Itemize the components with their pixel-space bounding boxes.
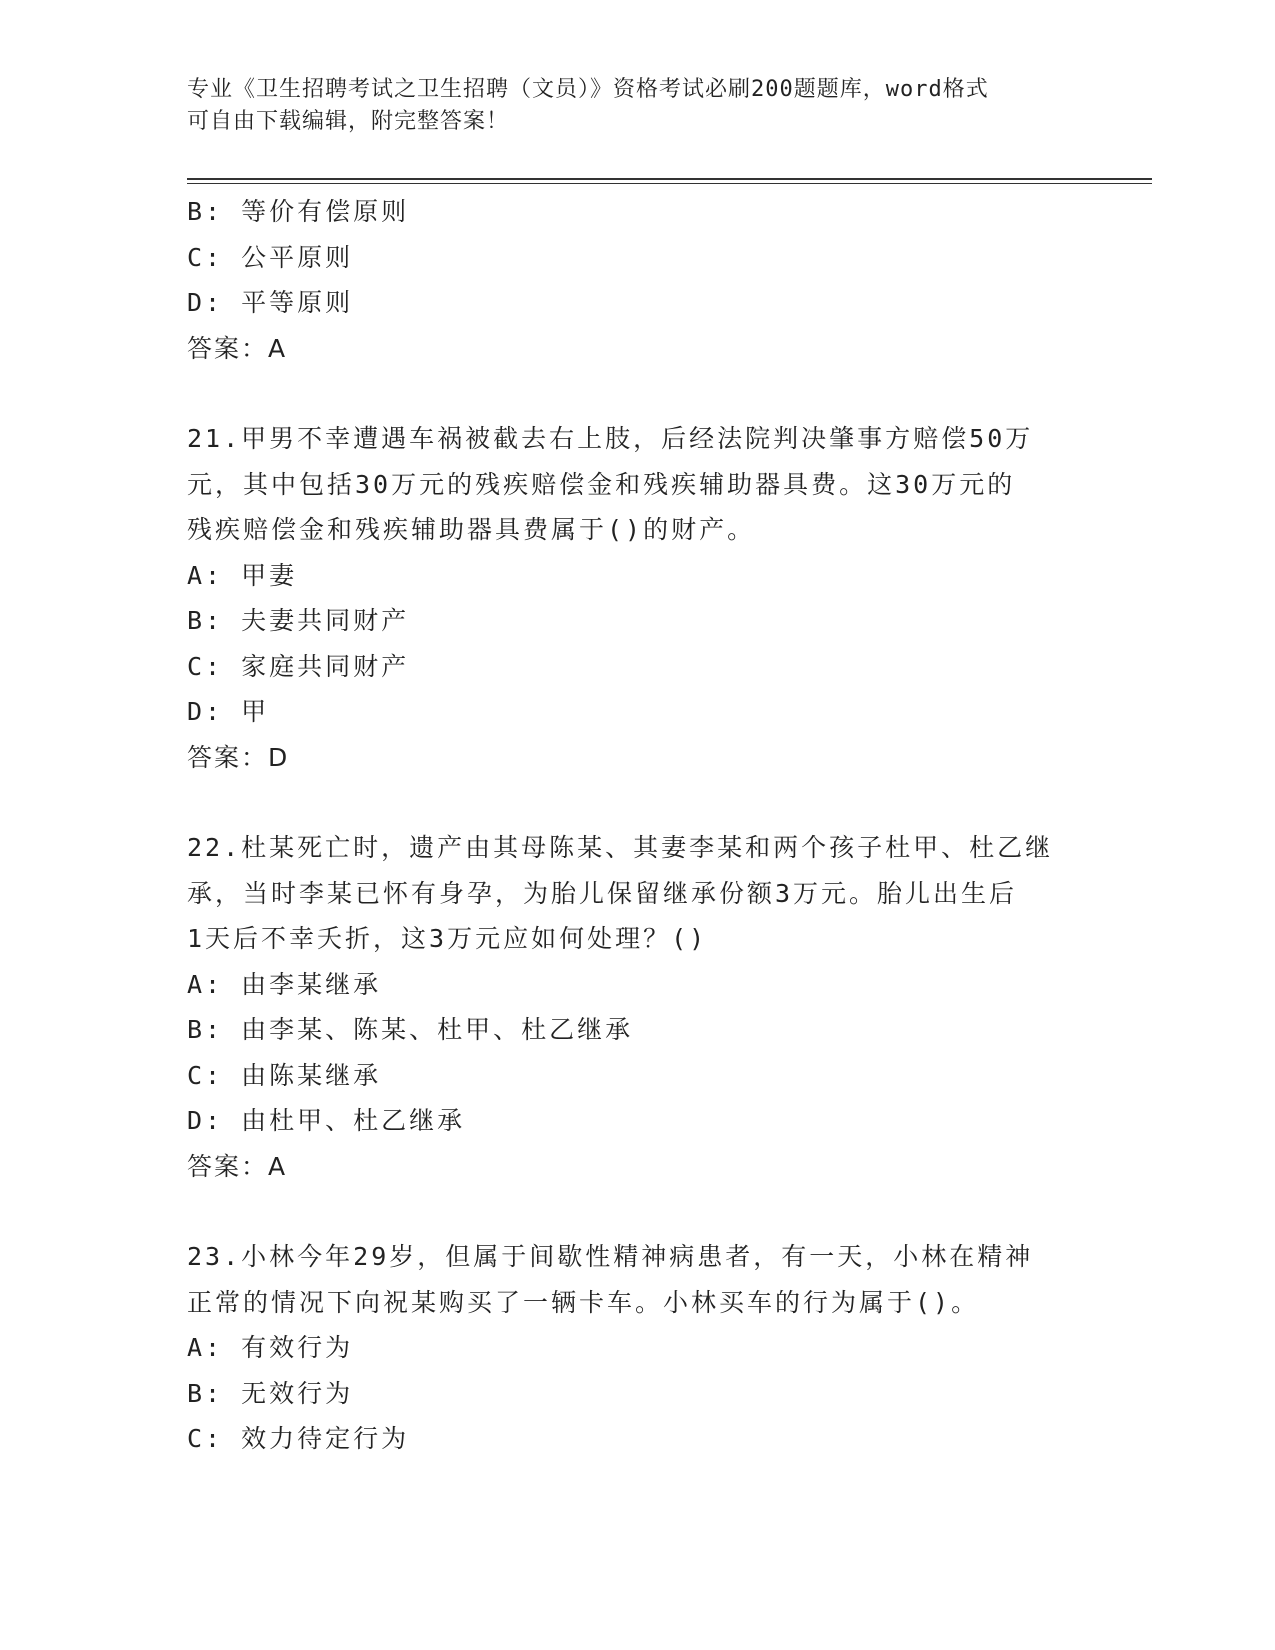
question-stem-line: 22.杜某死亡时，遗产由其母陈某、其妻李某和两个孩子杜甲、杜乙继 — [187, 833, 1054, 862]
question-20-tail — [187, 189, 1087, 371]
question-23 — [187, 1234, 1087, 1462]
option-d: D: 由杜甲、杜乙继承 — [187, 1106, 466, 1135]
spacer — [187, 780, 1087, 825]
option-c: C: 公平原则 — [187, 242, 354, 272]
option-b: B: 夫妻共同财产 — [187, 606, 410, 635]
option-c: C: 家庭共同财产 — [187, 651, 410, 681]
question-stem-line: 元，其中包括30万元的残疾赔偿金和残疾辅助器具费。这30万元的 — [187, 469, 1016, 499]
question-stem-line: 21.甲男不幸遭遇车祸被截去右上肢，后经法院判决肇事方赔偿50万 — [187, 424, 1034, 453]
header-rule-thin — [187, 183, 1152, 184]
option-b: B: 无效行为 — [187, 1378, 354, 1408]
question-22 — [187, 825, 1087, 1189]
spacer — [187, 371, 1087, 416]
option-a: A: 甲妻 — [187, 560, 298, 590]
option-c: C: 由陈某继承 — [187, 1060, 382, 1090]
header-line-1: 专业《卫生招聘考试之卫生招聘（文员）》资格考试必刷200题题库，word格式 — [187, 77, 989, 102]
answer: 答案：A — [187, 1151, 288, 1181]
question-stem-line: 1天后不幸夭折，这3万元应如何处理？() — [187, 924, 708, 953]
option-d: D: 甲 — [187, 697, 270, 726]
document-body — [187, 189, 1087, 1462]
option-a: A: 由李某继承 — [187, 969, 382, 999]
header-line-2: 可自由下载编辑，附完整答案！ — [187, 109, 510, 134]
question-stem-line: 残疾赔偿金和残疾辅助器具费属于()的财产。 — [187, 515, 756, 544]
option-b: B: 等价有偿原则 — [187, 197, 410, 226]
answer: 答案：D — [187, 742, 290, 772]
option-b: B: 由李某、陈某、杜甲、杜乙继承 — [187, 1015, 634, 1044]
spacer — [187, 1189, 1087, 1234]
question-stem-line: 承，当时李某已怀有身孕，为胎儿保留继承份额3万元。胎儿出生后 — [187, 878, 1018, 908]
question-21 — [187, 416, 1087, 780]
question-stem-line: 23.小林今年29岁，但属于间歇性精神病患者，有一天，小林在精神 — [187, 1242, 1034, 1271]
document-header — [187, 74, 1067, 138]
question-stem-line: 正常的情况下向祝某购买了一辆卡车。小林买车的行为属于()。 — [187, 1287, 980, 1317]
option-d: D: 平等原则 — [187, 288, 354, 317]
answer: 答案：A — [187, 333, 288, 363]
option-c: C: 效力待定行为 — [187, 1424, 410, 1453]
option-a: A: 有效行为 — [187, 1333, 354, 1362]
header-rule-thick — [187, 178, 1152, 180]
